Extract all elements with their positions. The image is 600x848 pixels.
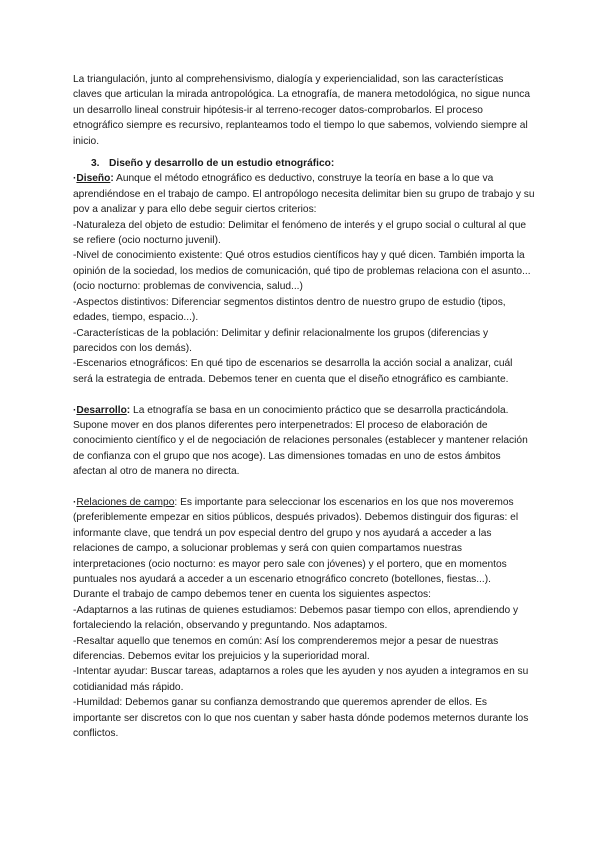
relaciones-text: Es importante para seleccionar los escenarios en los que nos moveremos (preferiblemente empezar en sitios públicos, después privados). Debemos distinguir dos figuras: el informante clave, que tendrá un pov especial dentro del grupo y nos ayudará a acceder a las relaciones de campo, a solucionar problemas y será con quien compartamos nuestras interpretaciones (ocio nocturno: es mayor pero sale con jóvenes) y el portero, que en momentos puntuales nos ayudará a acceder a un escenario etnográfico concreto (botellones, fiestas...).	[73, 496, 519, 585]
relaciones-colon: :	[174, 496, 178, 508]
relaciones-paragraph	[73, 495, 535, 587]
paragraph-gap	[73, 387, 535, 402]
section-title: Diseño y desarrollo de un estudio etnográfico:	[109, 158, 335, 170]
diseno-item: -Nivel de conocimiento existente: Qué otros estudios científicos hay y qué dicen. También importa la opinión de la sociedad, los medios de comunicación, qué tipo de problemas relaciona con el asunto... (ocio nocturno: problemas de convivencia, salud...)	[73, 250, 531, 293]
diseno-paragraph	[73, 171, 535, 217]
desarrollo-bullet: ·	[73, 404, 77, 416]
relaciones-item: -Resaltar aquello que tenemos en común: Así los comprenderemos mejor a pesar de nuestras diferencias. Debemos evitar los prejuicios y la superioridad moral.	[73, 635, 499, 662]
relaciones-bullet: ·	[73, 496, 77, 508]
document-body	[73, 72, 535, 741]
diseno-item: -Naturaleza del objeto de estudio: Delimitar el fenómeno de interés y el grupo social o cultural al que se refiere (ocio nocturno juvenil).	[73, 219, 527, 247]
relaciones-intro: Durante el trabajo de campo debemos tener en cuenta los siguientes aspectos:	[73, 589, 431, 601]
section-heading	[91, 156, 535, 171]
desarrollo-text: La etnografía se basa en un conocimiento práctico que se desarrolla practicándola. Supone mover en dos planos diferentes pero interpenetrados: El proceso de elaboración de conocimiento científico y el de negociación de relaciones personales (establecer y mantener relación de confianza con el grupo que nos acoge). Las dimensiones tomadas en uno de estos ámbitos afectan al otro de manera no directa.	[73, 404, 528, 478]
relaciones-item: -Adaptarnos a las rutinas de quienes estudiamos: Debemos pasar tiempo con ellos, aprendiendo y fortaleciendo la relación, observando y preguntando. Nos adaptamos.	[73, 604, 519, 632]
desarrollo-paragraph	[73, 403, 535, 480]
section-number: 3.	[91, 158, 100, 170]
relaciones-label: Relaciones de campo	[76, 496, 175, 508]
diseno-text: Aunque el método etnográfico es deductivo, construye la teoría en base a lo que va aprendiéndose en el trabajo de campo. El antropólogo necesita delimitar bien su grupo de trabajo y su pov a analizar y para ello debe seguir ciertos criterios:	[73, 173, 535, 216]
relaciones-heading	[73, 497, 177, 508]
desarrollo-heading	[73, 405, 130, 416]
diseno-item: -Características de la población: Delimitar y definir relacionalmente los grupos (diferencias y parecidos con los demás).	[73, 327, 489, 354]
intro-paragraph: La triangulación, junto al comprehensivismo, dialogía y experiencialidad, son las características claves que articulan la mirada antropológica. La etnografía, de manera metodológica, no sigue nunca un desarrollo lineal construir hipótesis-ir al terreno-recoger datos-comprobarlos. El proceso etnográfico siempre es recursivo, replanteamos todo el tiempo lo que sabemos, volviendo siempre al inicio.	[73, 74, 531, 147]
desarrollo-colon: :	[126, 404, 131, 416]
relaciones-item: -Intentar ayudar: Buscar tareas, adaptarnos a roles que les ayuden y nos ayuden a integramos en su cotidianidad más rápido.	[73, 666, 529, 693]
paragraph-gap	[73, 480, 535, 495]
diseno-item: -Aspectos distintivos: Diferenciar segmentos distintos dentro de nuestro grupo de estudio (tipos, edades, tiempo, espacio...).	[73, 296, 506, 324]
relaciones-item: -Humildad: Debemos ganar su confianza demostrando que queremos aprender de ellos. Es importante ser discretos con lo que nos cuentan y saber hasta dónde podemos meternos durante los conflictos.	[73, 697, 529, 740]
diseno-bullet: ·	[73, 173, 77, 185]
diseno-item: -Escenarios etnográficos: En qué tipo de escenarios se desarrolla la acción social a analizar, cuál será la estrategia de entrada. Debemos tener en cuenta que el diseño etnográfico es cambiante.	[73, 358, 513, 385]
diseno-heading	[73, 173, 114, 184]
diseno-colon: :	[110, 173, 114, 185]
diseno-label: Diseño	[76, 173, 111, 185]
desarrollo-label: Desarrollo	[76, 404, 127, 416]
